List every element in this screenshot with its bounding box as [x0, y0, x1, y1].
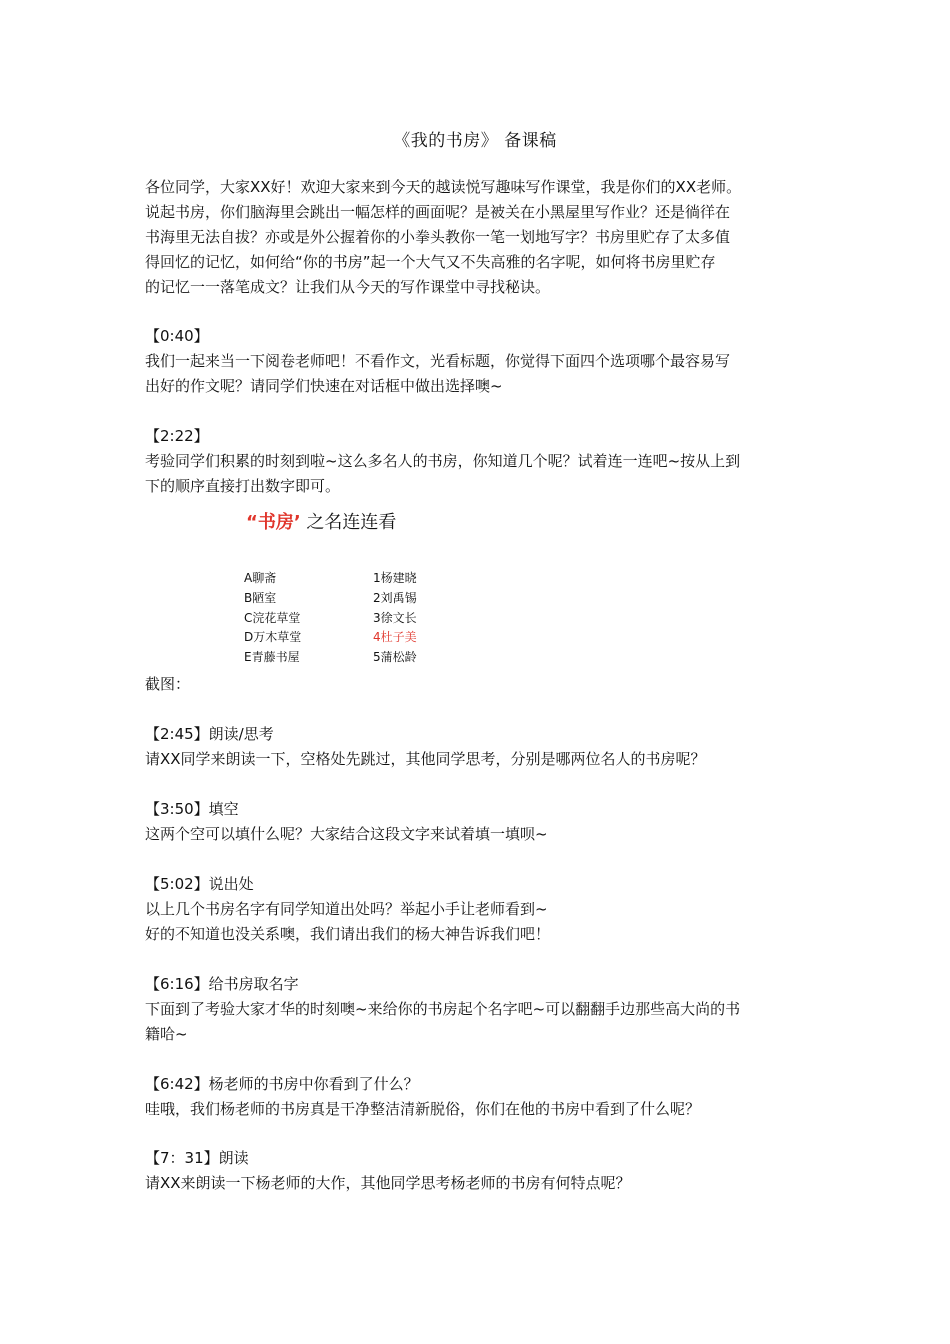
intro-paragraph [145, 175, 810, 300]
section-heading: 【5:02】说出处 [145, 875, 254, 893]
figure-title-highlight: “书房’ [246, 512, 301, 533]
section-line: 下的顺序直接打出数字即可。 [145, 477, 341, 495]
section-line: 请XX来朗读一下杨老师的大作，其他同学思考杨老师的书房有何特点呢？ [145, 1174, 631, 1192]
section-line: 考验同学们积累的时刻到啦~这么多名人的书房，你知道几个呢？试着连一连吧~按从上到 [145, 452, 741, 470]
section-line: 好的不知道也没关系噢，我们请出我们的杨大神告诉我们吧！ [145, 925, 551, 943]
section-6-42 [145, 1072, 810, 1122]
intro-line: 说起书房，你们脑海里会跳出一幅怎样的画面呢？是被关在小黑屋里写作业？还是徜徉在 [145, 203, 731, 221]
section-line: 籍哈~ [145, 1025, 188, 1043]
intro-line: 各位同学，大家XX好！欢迎大家来到今天的越读悦写趣味写作课堂，我是你们的XX老师。 [145, 178, 742, 196]
section-6-16 [145, 972, 810, 1047]
section-line: 下面到了考验大家才华的时刻噢~来给你的书房起个名字吧~可以翻翻手边那些高大尚的书 [145, 1000, 741, 1018]
section-5-02 [145, 872, 810, 947]
person-name-3: 3徐文长 [373, 611, 417, 625]
screenshot-label-text: 截图： [145, 675, 191, 693]
section-line: 以上几个书房名字有同学知道出处吗？举起小手让老师看到~ [145, 900, 548, 918]
section-0-40 [145, 324, 810, 399]
study-name-a: A聊斋 [244, 571, 277, 585]
matching-figure [240, 508, 500, 668]
person-name-2: 2刘禹锡 [373, 591, 417, 605]
study-name-c: C浣花草堂 [244, 611, 301, 625]
study-name-b: B陋室 [244, 591, 277, 605]
section-2-22 [145, 424, 810, 499]
intro-line: 的记忆一一落笔成文？让我们从今天的写作课堂中寻找秘诀。 [145, 278, 551, 296]
section-heading: 【2:45】朗读/思考 [145, 725, 274, 743]
section-line: 出好的作文呢？请同学们快速在对话框中做出选择噢~ [145, 377, 503, 395]
section-line: 请XX同学来朗读一下，空格处先跳过，其他同学思考，分别是哪两位名人的书房呢？ [145, 750, 706, 768]
section-line: 哇哦，我们杨老师的书房真是干净整洁清新脱俗，你们在他的书房中看到了什么呢？ [145, 1100, 701, 1118]
section-heading: 【3:50】填空 [145, 800, 239, 818]
section-2-45 [145, 722, 810, 772]
section-heading: 【7：31】朗读 [145, 1149, 249, 1167]
intro-line: 书海里无法自拔？亦或是外公握着你的小拳头教你一笔一划地写字？书房里贮存了太多值 [145, 228, 731, 246]
screenshot-label [145, 672, 810, 697]
section-heading: 【6:42】杨老师的书房中你看到了什么？ [145, 1075, 419, 1093]
figure-title-rest: 之名连连看 [306, 512, 397, 533]
section-line: 这两个空可以填什么呢？大家结合这段文字来试着填一填呗~ [145, 825, 548, 843]
study-name-d: D万木草堂 [244, 630, 302, 644]
person-name-4: 4杜子美 [373, 630, 417, 644]
person-name-1: 1杨建晓 [373, 571, 417, 585]
document-title: 《我的书房》 备课稿 [393, 131, 557, 151]
person-name-5: 5蒲松龄 [373, 650, 417, 664]
study-name-e: E青藤书屋 [244, 650, 300, 664]
section-heading: 【2:22】 [145, 427, 209, 445]
section-3-50 [145, 797, 810, 847]
section-7-31 [145, 1146, 810, 1196]
section-heading: 【6:16】给书房取名字 [145, 975, 299, 993]
section-line: 我们一起来当一下阅卷老师吧！不看作文，光看标题，你觉得下面四个选项哪个最容易写 [145, 352, 731, 370]
intro-line: 得回忆的记忆，如何给“你的书房”起一个大气又不失高雅的名字呢，如何将书房里贮存 [145, 253, 716, 271]
section-heading: 【0:40】 [145, 327, 209, 345]
figure-title [246, 508, 396, 534]
